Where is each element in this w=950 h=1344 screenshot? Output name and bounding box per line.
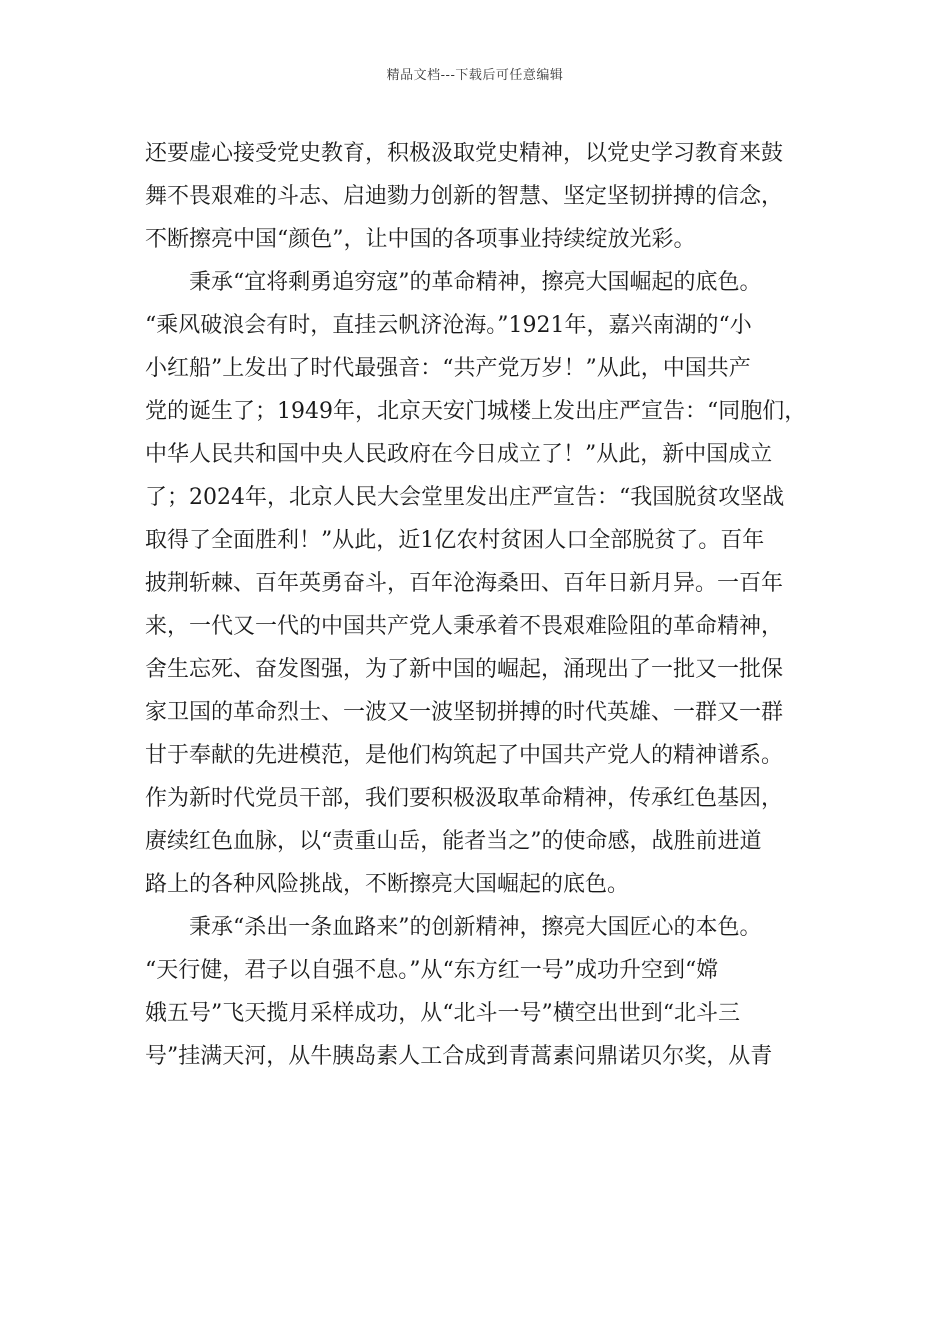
text-line: 不断擦亮中国“颜色”，让中国的各项事业持续绽放光彩。 bbox=[145, 227, 696, 252]
text-line: “天行健，君子以自强不息。”从“东方红一号”成功升空到“嫦 bbox=[145, 958, 719, 983]
text-line: 娥五号”飞天揽月采样成功，从“北斗一号”横空出世到“北斗三 bbox=[145, 1001, 740, 1026]
paragraph-1 bbox=[145, 132, 825, 261]
text-line: 小红船”上发出了时代最强音：“共产党万岁！”从此，中国共产 bbox=[145, 356, 751, 381]
text-line: 路上的各种风险挑战，不断擦亮大国崛起的底色。 bbox=[145, 872, 630, 897]
text-line: 披荆斩棘、百年英勇奋斗，百年沧海桑田、百年日新月异。一百年 bbox=[145, 571, 784, 596]
text-line: 中华人民共和国中央人民政府在今日成立了！”从此，新中国成立 bbox=[145, 442, 773, 467]
text-line: 舞不畏艰难的斗志、启迪勠力创新的智慧、坚定坚韧拼搏的信念， bbox=[145, 184, 784, 209]
page-header: 精品文档---下载后可任意编辑 bbox=[386, 68, 564, 83]
text-line: “乘风破浪会有时，直挂云帆济沧海。”1921年，嘉兴南湖的“小 bbox=[145, 313, 752, 338]
text-line: 还要虚心接受党史教育，积极汲取党史精神，以党史学习教育来鼓 bbox=[145, 141, 784, 166]
text-line: 号”挂满天河，从牛胰岛素人工合成到青蒿素问鼎诺贝尔奖，从青 bbox=[145, 1044, 773, 1069]
text-line: 秉承“杀出一条血路来”的创新精神，擦亮大国匠心的本色。 bbox=[189, 915, 762, 940]
text-line: 舍生忘死、奋发图强，为了新中国的崛起，涌现出了一批又一批保 bbox=[145, 657, 784, 682]
text-line: 甘于奉献的先进模范，是他们构筑起了中国共产党人的精神谱系。 bbox=[145, 743, 784, 768]
text-line: 取得了全面胜利！”从此，近1亿农村贫困人口全部脱贫了。百年 bbox=[145, 528, 765, 553]
text-line: 家卫国的革命烈士、一波又一波坚韧拼搏的时代英雄、一群又一群 bbox=[145, 700, 784, 725]
text-line: 来，一代又一代的中国共产党人秉承着不畏艰难险阻的革命精神， bbox=[145, 614, 784, 639]
document-body bbox=[145, 132, 825, 1078]
paragraph-2 bbox=[145, 261, 825, 906]
text-line: 作为新时代党员干部，我们要积极汲取革命精神，传承红色基因， bbox=[145, 786, 784, 811]
text-line: 党的诞生了；1949年，北京天安门城楼上发出庄严宣告：“同胞们， bbox=[145, 399, 807, 424]
text-line: 了；2024年，北京人民大会堂里发出庄严宣告：“我国脱贫攻坚战 bbox=[145, 485, 785, 510]
paragraph-3 bbox=[145, 906, 825, 1078]
text-line: 赓续红色血脉，以“责重山岳，能者当之”的使命感，战胜前进道 bbox=[145, 829, 762, 854]
text-line: 秉承“宜将剩勇追穷寇”的革命精神，擦亮大国崛起的底色。 bbox=[189, 270, 762, 295]
